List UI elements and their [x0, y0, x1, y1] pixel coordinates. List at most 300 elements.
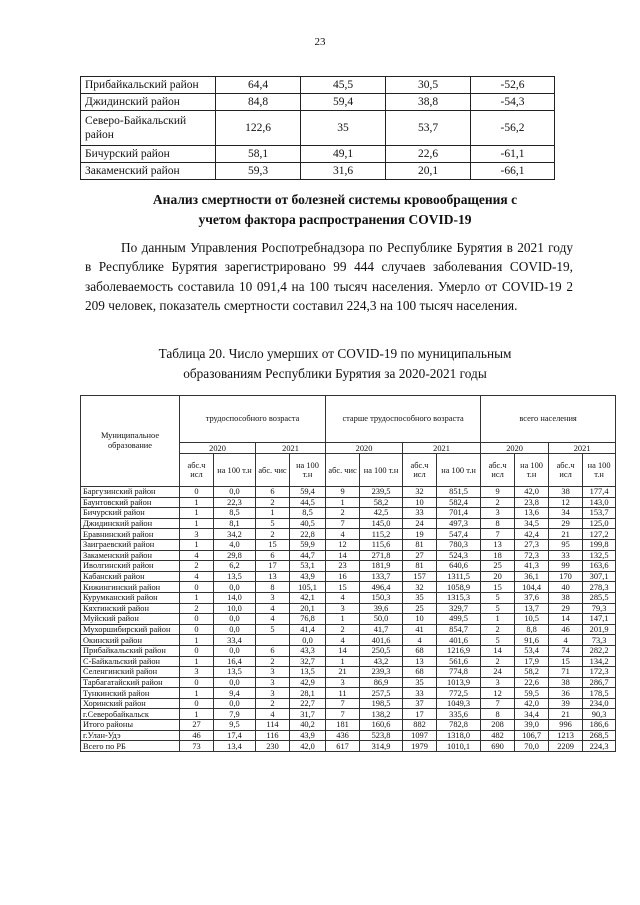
table-cell: 4: [326, 529, 360, 540]
table-cell: 617: [326, 741, 360, 752]
header-year: 2020: [180, 443, 256, 454]
table-cell: 701,4: [437, 508, 481, 519]
table-row: [81, 667, 616, 678]
table-cell: 201,9: [583, 624, 616, 635]
table-cell: 0,0: [214, 698, 256, 709]
municipality-name: Окинский район: [81, 635, 180, 646]
table-cell: 33: [403, 508, 437, 519]
table-cell: 3: [180, 529, 214, 540]
top-table-value: 45,5: [301, 77, 386, 94]
table-cell: 22,3: [214, 497, 256, 508]
table-cell: 127,2: [583, 529, 616, 540]
table-cell: 13,5: [214, 667, 256, 678]
header-sub: на 100 т.н: [360, 454, 403, 487]
table-cell: 105,1: [290, 582, 326, 593]
table-cell: 91,6: [515, 635, 549, 646]
top-table-value: 38,8: [386, 94, 471, 111]
table-cell: 42,4: [515, 529, 549, 540]
table-cell: 224,3: [583, 741, 616, 752]
table-cell: 157: [403, 571, 437, 582]
table-cell: 2: [481, 624, 515, 635]
table-cell: 1213: [549, 730, 583, 741]
table-cell: 99: [549, 561, 583, 572]
top-table-value: 122,6: [216, 111, 301, 146]
table-cell: 21: [549, 529, 583, 540]
municipality-name: Муйский район: [81, 614, 180, 625]
table-cell: 854,7: [437, 624, 481, 635]
table-cell: 1: [180, 709, 214, 720]
table-cell: 10,0: [214, 603, 256, 614]
table-cell: 2: [256, 698, 290, 709]
table-cell: 1: [180, 518, 214, 529]
table-cell: 13,4: [214, 741, 256, 752]
table-cell: 34: [549, 508, 583, 519]
top-table-value: 35: [301, 111, 386, 146]
table-cell: 76,8: [290, 614, 326, 625]
municipality-name: Баунтовский район: [81, 497, 180, 508]
table-row: [81, 614, 616, 625]
table-cell: 147,1: [583, 614, 616, 625]
table-cell: 138,2: [360, 709, 403, 720]
table-cell: 782,8: [437, 720, 481, 731]
table-cell: 33: [403, 688, 437, 699]
table-cell: 4,0: [214, 539, 256, 550]
table-cell: 208: [481, 720, 515, 731]
table-row: [81, 603, 616, 614]
top-table-value: 64,4: [216, 77, 301, 94]
header-sub: на 100 т.н: [214, 454, 256, 487]
table-cell: 34,5: [515, 518, 549, 529]
table-row: [81, 592, 616, 603]
table-cell: 41: [403, 624, 437, 635]
table-cell: 1049,3: [437, 698, 481, 709]
table-cell: 70,0: [515, 741, 549, 752]
table-cell: 5: [481, 592, 515, 603]
table-cell: 780,3: [437, 539, 481, 550]
table-cell: 23: [326, 561, 360, 572]
table-cell: 8,8: [515, 624, 549, 635]
table-cell: 6: [256, 645, 290, 656]
header-sub: на 100 т.н: [290, 454, 326, 487]
table-cell: 42,0: [515, 698, 549, 709]
table-cell: 9,4: [214, 688, 256, 699]
top-continuation-table: [80, 76, 555, 180]
municipality-name: Хоринский район: [81, 698, 180, 709]
header-year: 2021: [403, 443, 481, 454]
table-cell: 7: [481, 529, 515, 540]
table-cell: 0,0: [214, 487, 256, 498]
table-cell: 181,9: [360, 561, 403, 572]
table-row: [81, 539, 616, 550]
table-row: [81, 529, 616, 540]
table-cell: 2: [481, 656, 515, 667]
table-cell: 24: [403, 518, 437, 529]
table-cell: 177,4: [583, 487, 616, 498]
table-cell: 851,5: [437, 487, 481, 498]
top-table-row: [81, 77, 555, 94]
table-cell: 0: [180, 487, 214, 498]
table-cell: 5: [256, 624, 290, 635]
table-cell: 772,5: [437, 688, 481, 699]
table-cell: 690: [481, 741, 515, 752]
municipality-name: г.Северобайкальск: [81, 709, 180, 720]
table-cell: 198,5: [360, 698, 403, 709]
municipality-name: Заиграевский район: [81, 539, 180, 550]
table-cell: 41,3: [515, 561, 549, 572]
table-cell: 523,8: [360, 730, 403, 741]
table-cell: 41,4: [290, 624, 326, 635]
table-cell: 13,5: [214, 571, 256, 582]
table-cell: 22,8: [290, 529, 326, 540]
table-cell: 50,0: [360, 614, 403, 625]
table-cell: 160,6: [360, 720, 403, 731]
table-cell: 18: [481, 550, 515, 561]
municipality-name: Джидинский район: [81, 518, 180, 529]
table-cell: 12: [326, 539, 360, 550]
table-cell: 42,0: [515, 487, 549, 498]
table-cell: 12: [481, 688, 515, 699]
table-cell: 42,5: [360, 508, 403, 519]
table-cell: 35: [403, 592, 437, 603]
table-cell: 32,7: [290, 656, 326, 667]
table-cell: 81: [403, 539, 437, 550]
table-cell: 44,7: [290, 550, 326, 561]
table-cell: 3: [256, 688, 290, 699]
table-cell: 16: [326, 571, 360, 582]
municipality-name: Всего по РБ: [81, 741, 180, 752]
table-cell: 31,7: [290, 709, 326, 720]
header-sub: абс.ч исл: [549, 454, 583, 487]
table-cell: 1: [180, 497, 214, 508]
table-cell: 115,2: [360, 529, 403, 540]
table-cell: 335,6: [437, 709, 481, 720]
table-row: [81, 571, 616, 582]
top-table-value: -54,3: [471, 94, 555, 111]
table-cell: 4: [549, 635, 583, 646]
table-cell: 170: [549, 571, 583, 582]
table-cell: 239,5: [360, 487, 403, 498]
table-cell: 32: [403, 582, 437, 593]
table-cell: 0: [180, 624, 214, 635]
top-table-value: 53,7: [386, 111, 471, 146]
table-cell: 42,9: [290, 677, 326, 688]
table-cell: 5: [481, 635, 515, 646]
table-cell: 13: [481, 539, 515, 550]
table-cell: 114: [256, 720, 290, 731]
table-cell: 22,7: [290, 698, 326, 709]
table-cell: 181: [326, 720, 360, 731]
table-cell: 145,0: [360, 518, 403, 529]
table-cell: 8: [481, 518, 515, 529]
table-cell: 22,6: [515, 677, 549, 688]
municipality-name: Баргузинский район: [81, 487, 180, 498]
table-cell: 1318,0: [437, 730, 481, 741]
section-heading-line2: учетом фактора распространения COVID-19: [198, 212, 472, 227]
header-sub: абс.ч исл: [481, 454, 515, 487]
table-cell: 53,1: [290, 561, 326, 572]
table-cell: 0,0: [214, 677, 256, 688]
top-table-value: 20,1: [386, 163, 471, 180]
header-older-working-age: старше трудоспособного возраста: [326, 396, 481, 443]
table-cell: 10: [403, 497, 437, 508]
table-cell: 17,9: [515, 656, 549, 667]
table-cell: 1: [180, 635, 214, 646]
table-cell: 38: [549, 592, 583, 603]
table-cell: 74: [549, 645, 583, 656]
table-cell: 43,9: [290, 571, 326, 582]
table-row: [81, 741, 616, 752]
table-cell: 3: [180, 667, 214, 678]
table-cell: 278,3: [583, 582, 616, 593]
header-year: 2020: [326, 443, 403, 454]
table-cell: 11: [326, 688, 360, 699]
table-cell: 401,6: [360, 635, 403, 646]
table-cell: 10: [403, 614, 437, 625]
table-cell: 2: [481, 497, 515, 508]
table-cell: 14: [326, 550, 360, 561]
header-municipality: Муниципальное образование: [81, 396, 180, 487]
header-working-age: трудоспособного возраста: [180, 396, 326, 443]
table-cell: 14: [549, 614, 583, 625]
top-table-value: -66,1: [471, 163, 555, 180]
table-cell: 95: [549, 539, 583, 550]
table-cell: 20: [481, 571, 515, 582]
top-table-region: Бичурский район: [81, 146, 216, 163]
header-year: 2021: [256, 443, 326, 454]
table-cell: 7: [326, 709, 360, 720]
table-caption: [0, 344, 640, 383]
table-cell: 29,8: [214, 550, 256, 561]
table-cell: 996: [549, 720, 583, 731]
table-cell: 3: [256, 592, 290, 603]
municipality-name: г.Улан-Удэ: [81, 730, 180, 741]
table-cell: 132,5: [583, 550, 616, 561]
top-table-region: Северо-Байкальский район: [81, 111, 216, 146]
municipality-name: Мухоршибирский район: [81, 624, 180, 635]
table-cell: 282,2: [583, 645, 616, 656]
table-row: [81, 709, 616, 720]
table-cell: 34,2: [214, 529, 256, 540]
table-cell: 524,3: [437, 550, 481, 561]
municipality-name: Селенгинский район: [81, 667, 180, 678]
header-sub: на 100 т.н: [583, 454, 616, 487]
table-cell: 15: [256, 539, 290, 550]
table-cell: 125,0: [583, 518, 616, 529]
table-cell: 401,6: [437, 635, 481, 646]
table-cell: 37: [403, 698, 437, 709]
top-table-value: 22,6: [386, 146, 471, 163]
table-cell: 104,4: [515, 582, 549, 593]
municipality-name: Прибайкальский район: [81, 645, 180, 656]
table-cell: 499,5: [437, 614, 481, 625]
table-cell: 27: [180, 720, 214, 731]
table-row: [81, 730, 616, 741]
table-cell: 1: [180, 508, 214, 519]
top-table-value: 30,5: [386, 77, 471, 94]
table-cell: 115,6: [360, 539, 403, 550]
table-cell: 59,4: [290, 487, 326, 498]
top-table-value: -56,2: [471, 111, 555, 146]
table-cell: 271,8: [360, 550, 403, 561]
table-cell: [256, 635, 290, 646]
table-cell: 1: [180, 539, 214, 550]
table-cell: 86,9: [360, 677, 403, 688]
top-table-value: 59,4: [301, 94, 386, 111]
top-table-region: Прибайкальский район: [81, 77, 216, 94]
table-cell: 4: [256, 614, 290, 625]
table-cell: 90,3: [583, 709, 616, 720]
table-row: [81, 656, 616, 667]
municipality-name: Бичурский район: [81, 508, 180, 519]
table-cell: 17,4: [214, 730, 256, 741]
top-table-region: Закаменский район: [81, 163, 216, 180]
table-cell: 68: [403, 645, 437, 656]
table-cell: 40: [549, 582, 583, 593]
table-cell: 46: [549, 624, 583, 635]
table-cell: 58,2: [515, 667, 549, 678]
table-cell: 3: [256, 677, 290, 688]
table-cell: 5: [256, 518, 290, 529]
table-cell: 20,1: [290, 603, 326, 614]
table-cell: 19: [403, 529, 437, 540]
table-cell: 33: [549, 550, 583, 561]
table-cell: 3: [326, 677, 360, 688]
top-table-value: -61,1: [471, 146, 555, 163]
top-table-value: 31,6: [301, 163, 386, 180]
table-cell: 2: [326, 508, 360, 519]
municipality-name: Итого районы: [81, 720, 180, 731]
table-cell: 42,1: [290, 592, 326, 603]
top-table-value: 84,8: [216, 94, 301, 111]
table-cell: 41,7: [360, 624, 403, 635]
table-cell: 1: [326, 497, 360, 508]
header-sub: на 100 т.н: [437, 454, 481, 487]
table-cell: 0,0: [214, 582, 256, 593]
table-cell: 43,9: [290, 730, 326, 741]
table-cell: 40,2: [290, 720, 326, 731]
table-row: [81, 550, 616, 561]
table-cell: 286,7: [583, 677, 616, 688]
table-cell: 134,2: [583, 656, 616, 667]
table-cell: 436: [326, 730, 360, 741]
body-paragraph: По данным Управления Роспотребнадзора по Республике Бурятия в 2021 году в Республике Бурятия зарегистрировано 99 444 случаев заболевания COVID-19, заболеваемость составила 10 091,4 на 100 тысяч населения. Умерло от COVID-19 2 209 человек, показатель смертности составил 224,3 на 100 тысяч населения.: [85, 240, 573, 313]
table-cell: 2: [326, 624, 360, 635]
table-cell: 71: [549, 667, 583, 678]
table-cell: 582,4: [437, 497, 481, 508]
table-cell: 257,5: [360, 688, 403, 699]
table-cell: 21: [326, 667, 360, 678]
top-table-row: [81, 163, 555, 180]
table-cell: 172,3: [583, 667, 616, 678]
table-cell: 38: [549, 677, 583, 688]
table-cell: 4: [256, 709, 290, 720]
table-cell: 106,7: [515, 730, 549, 741]
table-cell: 4: [256, 603, 290, 614]
table-row: [81, 487, 616, 498]
table-cell: 250,5: [360, 645, 403, 656]
table-cell: 150,3: [360, 592, 403, 603]
table-cell: 116: [256, 730, 290, 741]
table-cell: 39: [549, 698, 583, 709]
table-cell: 8: [481, 709, 515, 720]
table-cell: 8,1: [214, 518, 256, 529]
table-cell: 0,0: [214, 645, 256, 656]
header-sub: абс.ч исл: [403, 454, 437, 487]
top-table-row: [81, 146, 555, 163]
table-cell: 59,9: [290, 539, 326, 550]
municipality-name: С-Байкальский район: [81, 656, 180, 667]
table-cell: 9: [481, 487, 515, 498]
table-cell: 1: [481, 614, 515, 625]
table-row: [81, 720, 616, 731]
table-cell: 14,0: [214, 592, 256, 603]
table-cell: 25: [403, 603, 437, 614]
table-cell: 4: [180, 571, 214, 582]
table-row: [81, 645, 616, 656]
table-row: [81, 561, 616, 572]
table-cell: 14: [326, 645, 360, 656]
table-cell: 0: [180, 698, 214, 709]
table-cell: 0,0: [290, 635, 326, 646]
table-cell: 640,6: [437, 561, 481, 572]
table-cell: 15: [326, 582, 360, 593]
table-row: [81, 624, 616, 635]
table-cell: 0,0: [214, 624, 256, 635]
table-caption-line2: образованиям Республики Бурятия за 2020-2021 годы: [183, 365, 487, 381]
table-cell: 0: [180, 582, 214, 593]
table-cell: 44,5: [290, 497, 326, 508]
table-cell: 4: [403, 635, 437, 646]
table-cell: 17: [256, 561, 290, 572]
table-cell: 143,0: [583, 497, 616, 508]
table-cell: 285,5: [583, 592, 616, 603]
table-cell: 40,5: [290, 518, 326, 529]
header-sub: абс. чис: [326, 454, 360, 487]
table-cell: 4: [326, 592, 360, 603]
table-cell: 8: [256, 582, 290, 593]
top-table-value: 49,1: [301, 146, 386, 163]
municipality-name: Иволгинский район: [81, 561, 180, 572]
table-cell: 0: [180, 677, 214, 688]
table-cell: 5: [481, 603, 515, 614]
municipality-name: Закаменский район: [81, 550, 180, 561]
table-cell: 68: [403, 667, 437, 678]
top-table-value: 59,3: [216, 163, 301, 180]
table-cell: 2: [180, 561, 214, 572]
table-cell: 6: [256, 550, 290, 561]
table-row: [81, 677, 616, 688]
table-cell: 1: [180, 592, 214, 603]
table-caption-line1: Таблица 20. Число умерших от COVID-19 по муниципальным: [158, 346, 512, 361]
table-cell: 16,4: [214, 656, 256, 667]
table-cell: 329,7: [437, 603, 481, 614]
table-cell: 15: [549, 656, 583, 667]
table-row: [81, 688, 616, 699]
table-cell: 9,5: [214, 720, 256, 731]
table-cell: 1097: [403, 730, 437, 741]
table-cell: 12: [549, 497, 583, 508]
table-cell: 2: [256, 529, 290, 540]
table-cell: 29: [549, 603, 583, 614]
table-cell: 547,4: [437, 529, 481, 540]
table-cell: 0,0: [214, 614, 256, 625]
header-sub: абс. чис: [256, 454, 290, 487]
page-number: 23: [314, 36, 326, 48]
top-table-value: 58,1: [216, 146, 301, 163]
table-cell: 1: [256, 508, 290, 519]
top-table-region: Джидинский район: [81, 94, 216, 111]
table-cell: 1979: [403, 741, 437, 752]
